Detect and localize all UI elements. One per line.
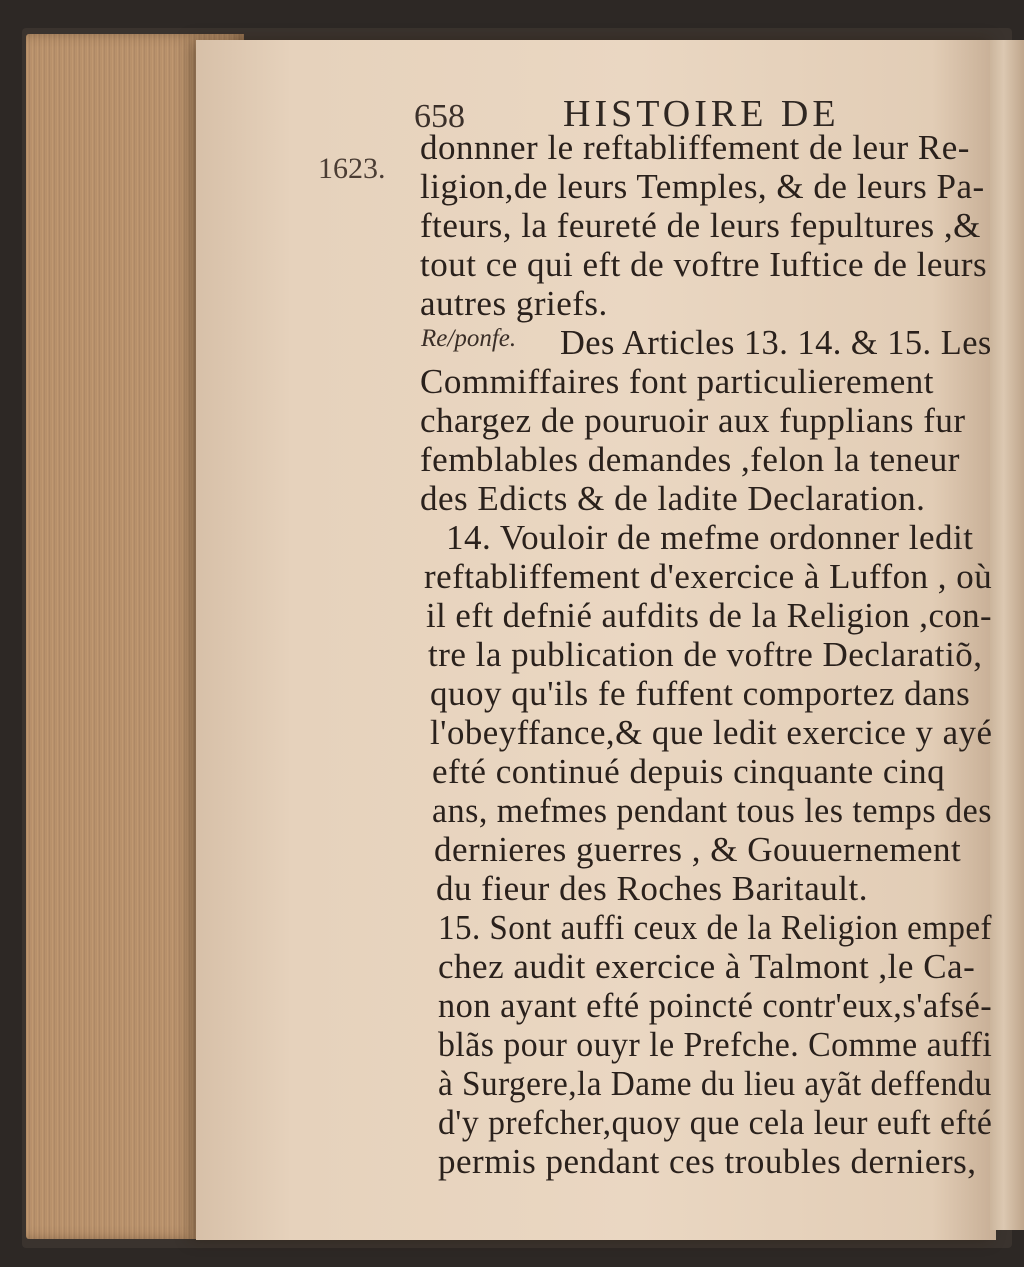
- text-line: femblables demandes ,felon la teneur: [420, 440, 960, 479]
- margin-year-note: 1623.: [318, 152, 386, 185]
- text-line: quoy qu'ils fe fuffent comportez dans: [430, 674, 971, 713]
- text-line: autres griefs.: [420, 284, 608, 323]
- text-line: d'y prefcher,quoy que cela leur euft efté: [438, 1103, 993, 1142]
- text-line: tre la publication de voftre Declaratiõ,: [428, 635, 983, 674]
- text-line: ligion,de leurs Temples, & de leurs Pa-: [420, 167, 985, 206]
- text-line: blãs pour ouyr le Prefche. Comme auffi: [438, 1025, 993, 1064]
- text-line: du fieur des Roches Baritault.: [436, 869, 868, 908]
- text-line: il eft defnié aufdits de la Religion ,con-: [426, 596, 993, 635]
- text-line: donnner le reftabliffement de leur Re-: [420, 128, 970, 167]
- text-line: Commiffaires font particulierement: [420, 362, 934, 401]
- running-head: HISTOIRE DE: [563, 93, 840, 135]
- text-line: des Edicts & de ladite Declaration.: [420, 479, 926, 518]
- text-line: 15. Sont auffi ceux de la Religion empef: [438, 908, 993, 947]
- text-line: chargez de pouruoir aux fupplians fur: [420, 401, 966, 440]
- text-line: à Surgere,la Dame du lieu ayãt deffendu: [438, 1064, 992, 1103]
- text-line: non ayant efté poincté contr'eux,s'afsé-: [438, 986, 993, 1025]
- margin-response-note: Re/ponfe.: [421, 325, 517, 352]
- text-line: dernieres guerres , & Gouuernement: [434, 830, 962, 869]
- text-line: l'obeyffance,& que ledit exercice y ayé: [430, 713, 993, 752]
- text-line: ans, mefmes pendant tous les temps des: [432, 791, 992, 830]
- facing-page-edge: [990, 40, 1024, 1230]
- text-line: efté continué depuis cinquante cinq: [432, 752, 946, 791]
- text-line: tout ce qui eft de voftre Iuftice de leurs: [420, 245, 988, 284]
- text-line: permis pendant ces troubles derniers,: [438, 1142, 977, 1181]
- text-line: Des Articles 13. 14. & 15. Les: [560, 323, 992, 362]
- text-line: 14. Vouloir de mefme ordonner ledit: [446, 518, 974, 557]
- page-number: 658: [414, 98, 465, 135]
- text-line: fteurs, la feureté de leurs fepultures ,&: [420, 206, 981, 245]
- text-line: chez audit exercice à Talmont ,le Ca-: [438, 947, 976, 986]
- text-line: reftabliffement d'exercice à Luffon , où: [424, 557, 993, 596]
